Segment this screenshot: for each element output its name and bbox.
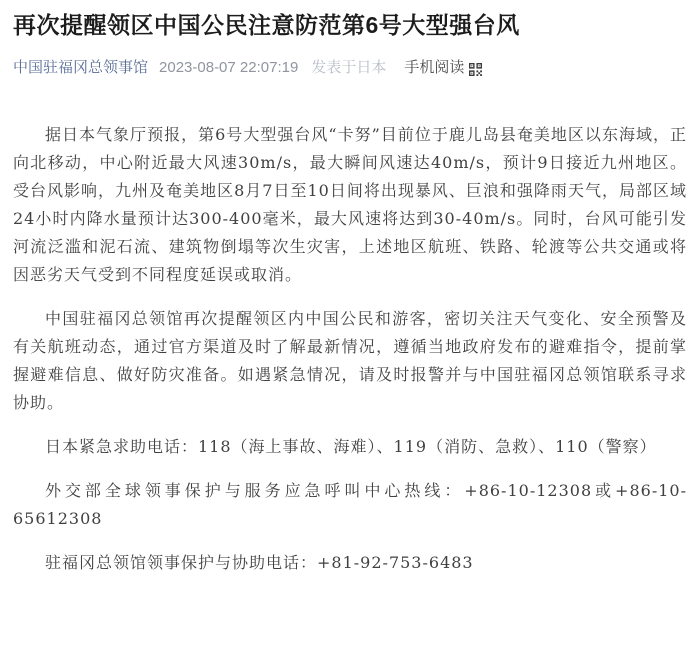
publish-location: 发表于日本 [311, 59, 387, 76]
page-title: 再次提醒领区中国公民注意防范第6号大型强台风 [13, 12, 520, 38]
meta-row [13, 58, 687, 78]
paragraph: 据日本气象厅预报，第6号大型强台风“卡努”目前位于鹿儿岛县奄美地区以东海域，正向北移动，中心附近最大风速30m/s，最大瞬间风速达40m/s，预计9日接近九州地区。受台风影响，九州及奄美地区8月7日至10日间将出现暴风、巨浪和强降雨天气，局部区域24小时内降水量预计达300-400毫米，最大风速将达到30-40m/s。同时，台风可能引发河流泛滥和泥石流、建筑物倒塌等次生灾害，上述地区航班、铁路、轮渡等公共交通或将因恶劣天气受到不同程度延误或取消。 [13, 125, 687, 284]
mobile-read-button[interactable] [404, 58, 482, 78]
article-body [13, 121, 687, 577]
qr-code-icon [469, 62, 482, 75]
mobile-read-label: 手机阅读 [404, 59, 465, 76]
paragraph: 外交部全球领事保护与服务应急呼叫中心热线：+86-10-12308或+86-10-65612308 [13, 481, 687, 528]
paragraph: 驻福冈总领馆领事保护与协助电话：+81-92-753-6483 [45, 553, 474, 572]
account-name-link[interactable]: 中国驻福冈总领事馆 [13, 59, 149, 76]
paragraph: 日本紧急求助电话：118（海上事故、海难）、119（消防、急救）、110（警察） [45, 437, 657, 456]
publish-timestamp: 2023-08-07 22:07:19 [159, 59, 299, 76]
paragraph: 中国驻福冈总领馆再次提醒领区内中国公民和游客，密切关注天气变化、安全预警及有关航班动态，通过官方渠道及时了解最新情况，遵循当地政府发布的避难指令，提前掌握避难信息、做好防灾准备。如遇紧急情况，请及时报警并与中国驻福冈总领馆联系寻求协助。 [13, 309, 687, 412]
